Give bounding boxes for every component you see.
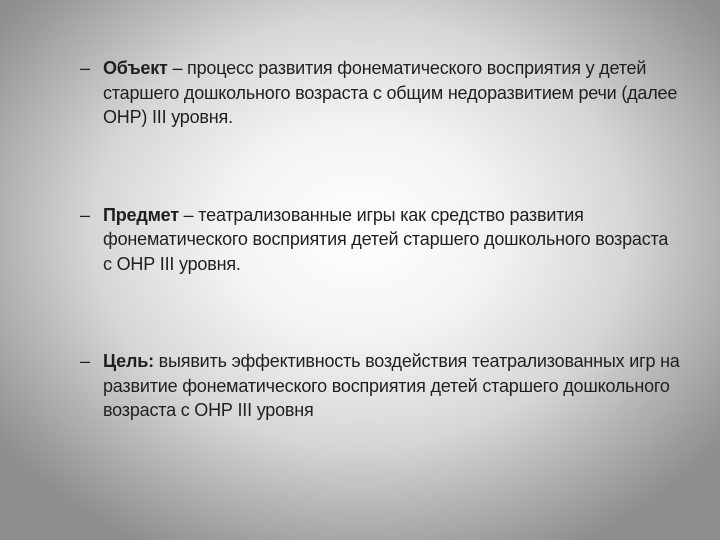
term-goal: Цель: [103,351,154,371]
bullet-subject [80,203,680,277]
object-description: – процесс развития фонематического восприятия у детей старшего дошкольного возраста с общим недоразвитием речи (далее ОНР) III уровня. [103,58,678,127]
term-object: Объект [103,58,168,78]
bullet-goal [80,349,680,423]
bullet-object [80,56,680,130]
term-subject: Предмет [103,204,179,225]
dash-marker: – [80,204,90,225]
subject-description: – театрализованные игры как средство развития фонематического восприятия детей старшего дошкольного возраста с ОНР III уровня. [103,204,669,274]
dash-marker: – [80,58,90,78]
goal-description: выявить эффективность воздействия театрализованных игр на развитие фонематического восприятия детей старшего дошкольного возраста с ОНР III уровня [103,351,680,420]
dash-marker: – [80,351,90,371]
bullet-list [80,56,680,423]
